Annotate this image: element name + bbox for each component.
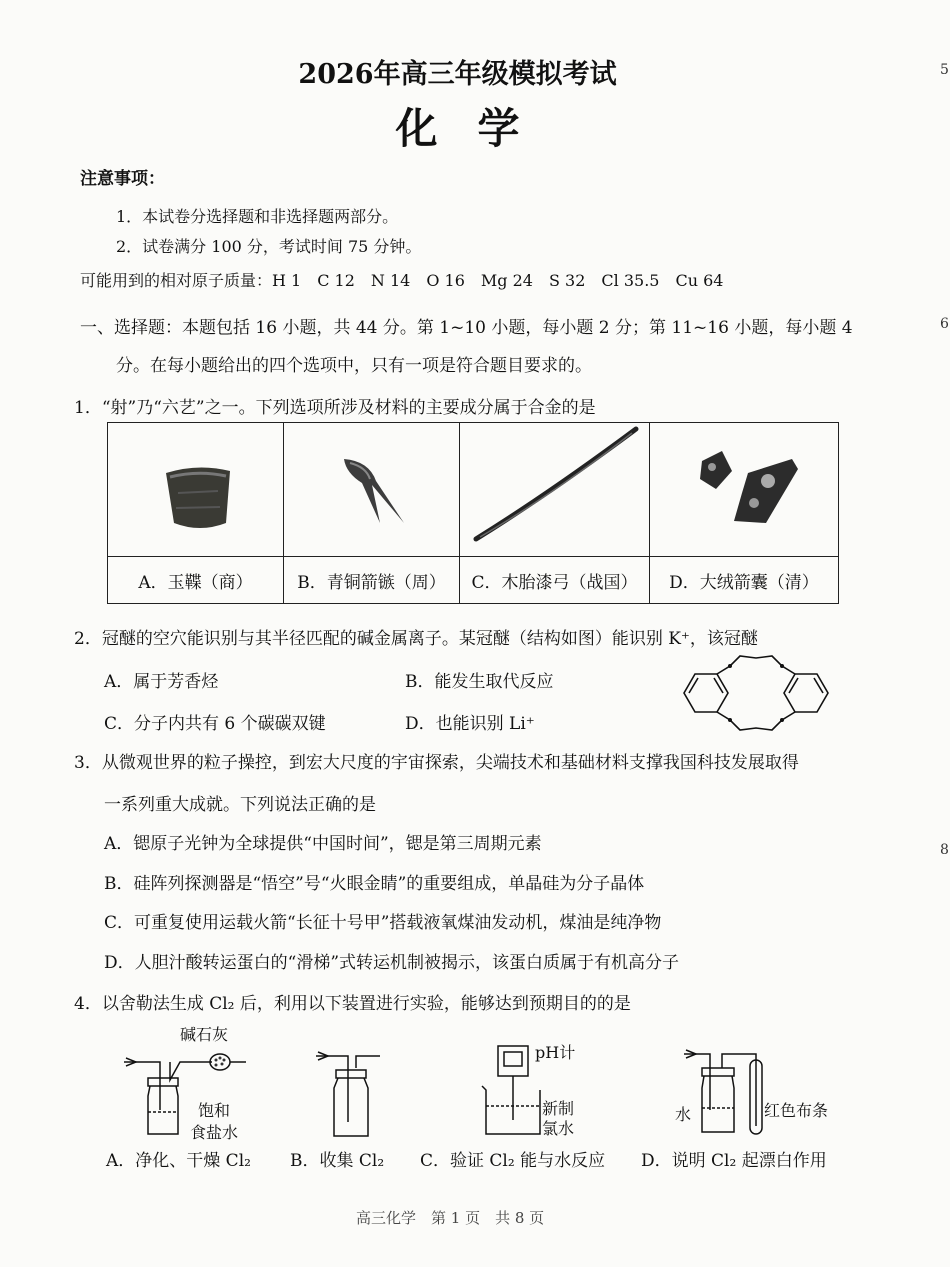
label-ph-meter: pH计 — [535, 1043, 576, 1062]
subject-title: 化学 — [395, 104, 560, 153]
q1-stem: 1．“射”乃“六艺”之一。下列选项所涉及材料的主要成分属于合金的是 — [74, 398, 596, 418]
q4-stem: 4．以舍勒法生成 Cl₂ 后，利用以下装置进行实验，能够达到预期目的的是 — [74, 994, 631, 1014]
crown-ether-structure — [678, 652, 834, 734]
q4-option-b: B．收集 Cl₂ — [290, 1151, 385, 1171]
notes-heading: 注意事项： — [80, 169, 165, 189]
label-brine: 食盐水 — [190, 1123, 239, 1142]
label-chlorine-water: 氯水 — [542, 1119, 575, 1138]
q2-option-c: C．分子内共有 6 个碳碳双键 — [104, 714, 326, 734]
q3-stem-line1: 3．从微观世界的粒子操控，到宏大尺度的宇宙探索，尖端技术和基础材料支撑我国科技发展取得 — [74, 753, 799, 773]
section1-line1: 一、选择题：本题包括 16 小题，共 44 分。第 1~10 小题，每小题 2 分；第 11~16 小题，每小题 4 — [80, 318, 853, 338]
apparatus-b-collect-bottle — [310, 1048, 390, 1140]
q2-stem: 2．冠醚的空穴能识别与其半径匹配的碱金属离子。某冠醚（结构如图）能识别 K⁺，该冠醚 — [74, 629, 758, 649]
q2-option-d: D．也能识别 Li⁺ — [405, 714, 535, 734]
bronze-arrowhead-icon — [284, 423, 460, 556]
q1-option-c: C．木胎漆弓（战国） — [460, 557, 650, 604]
label-red-cloth: 红色布条 — [764, 1101, 829, 1120]
margin-mark-1: 5 — [940, 62, 949, 78]
label-soda-lime: 碱石灰 — [180, 1025, 229, 1044]
q1-image-d — [650, 423, 839, 557]
q1-option-a: A．玉鞢（商） — [108, 557, 284, 604]
quiver-icon — [650, 423, 839, 556]
q3-option-b: B．硅阵列探测器是“悟空”号“火眼金睛”的重要组成，单晶硅为分子晶体 — [104, 874, 645, 894]
q1-option-b: B．青铜箭镞（周） — [284, 557, 460, 604]
q3-stem-line2: 一系列重大成就。下列说法正确的是 — [104, 795, 376, 815]
label-water: 水 — [675, 1105, 692, 1124]
q4-option-a: A．净化、干燥 Cl₂ — [106, 1151, 251, 1171]
q3-option-c: C．可重复使用运载火箭“长征十号甲”搭载液氧煤油发动机，煤油是纯净物 — [104, 913, 662, 933]
section1-line2: 分。在每小题给出的四个选项中，只有一项是符合题目要求的。 — [116, 356, 592, 376]
q1-option-d: D．大绒箭囊（清） — [650, 557, 839, 604]
q3-option-a: A．锶原子光钟为全球提供“中国时间”，锶是第三周期元素 — [104, 834, 542, 854]
q1-image-c — [460, 423, 650, 557]
notes-item-1: 1．本试卷分选择题和非选择题两部分。 — [116, 207, 399, 226]
q4-option-c: C．验证 Cl₂ 能与水反应 — [420, 1151, 606, 1171]
margin-mark-3: 8 — [940, 842, 949, 858]
exam-title: 2026年高三年级模拟考试 — [298, 59, 617, 90]
q1-image-b — [284, 423, 460, 557]
notes-item-2: 2．试卷满分 100 分，考试时间 75 分钟。 — [116, 237, 422, 256]
q1-image-a — [108, 423, 284, 557]
q1-options-table — [107, 422, 839, 604]
q3-option-d: D．人胆汁酸转运蛋白的“滑梯”式转运机制被揭示，该蛋白质属于有机高分子 — [104, 953, 680, 973]
q2-option-a: A．属于芳香烃 — [104, 672, 219, 692]
jade-thumb-ring-icon — [108, 423, 284, 556]
page-footer: 高三化学 第 1 页 共 8 页 — [356, 1209, 545, 1227]
margin-mark-2: 6 — [940, 316, 949, 332]
apparatus-d-bleach-test — [676, 1046, 776, 1140]
label-fresh: 新制 — [542, 1099, 575, 1118]
q2-option-b: B．能发生取代反应 — [405, 672, 554, 692]
atomic-masses: 可能用到的相对原子质量：H 1 C 12 N 14 O 16 Mg 24 S 32 Cl 35.5 Cu 64 — [80, 271, 724, 290]
lacquer-bow-icon — [460, 423, 650, 556]
label-saturated: 饱和 — [198, 1101, 231, 1120]
q4-option-d: D．说明 Cl₂ 起漂白作用 — [641, 1151, 827, 1171]
